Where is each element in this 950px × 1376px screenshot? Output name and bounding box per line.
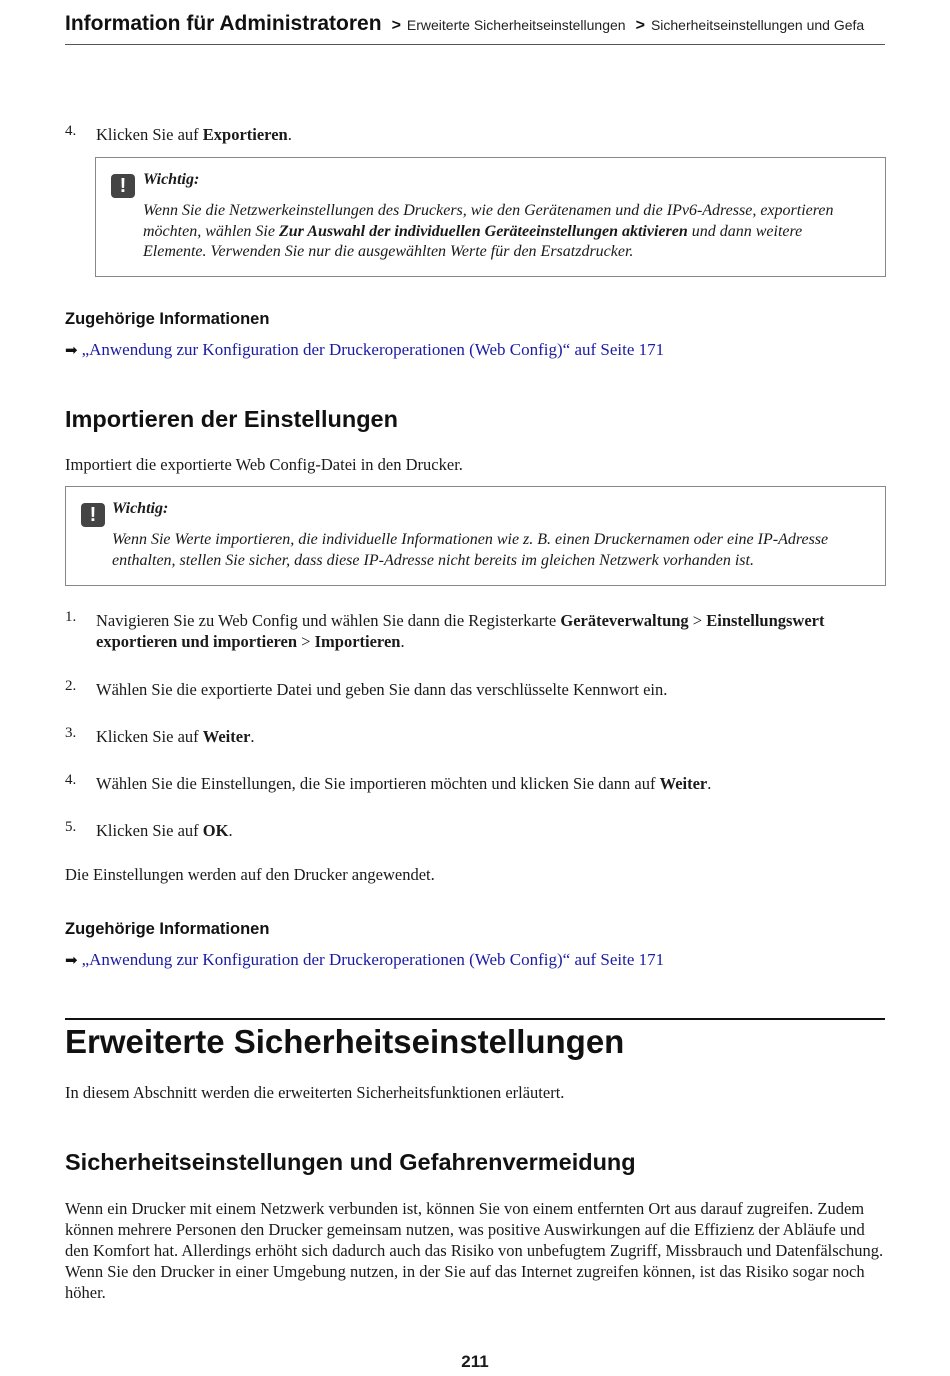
important-note bbox=[65, 486, 886, 586]
related-info-title: Zugehörige Informationen bbox=[65, 920, 270, 938]
step-number: 2. bbox=[65, 678, 77, 694]
step-text: Klicken Sie auf OK. bbox=[96, 821, 233, 840]
breadcrumb-separator: > bbox=[391, 17, 401, 34]
note-title: Wichtig: bbox=[112, 500, 169, 517]
step-number: 4. bbox=[65, 123, 77, 139]
step-text: Wählen Sie die Einstellungen, die Sie importieren möchten und klicken Sie dann auf Weiter. bbox=[96, 774, 712, 793]
step-number: 1. bbox=[65, 609, 77, 625]
breadcrumb-item-security-settings[interactable]: Sicherheitseinstellungen und Gefa bbox=[650, 17, 865, 33]
step-text: Navigieren Sie zu Web Config und wählen Sie dann die Registerkarte Geräteverwaltung > Einstellungswert exportieren und importieren > Importieren. bbox=[96, 611, 825, 651]
chapter-heading: Erweiterte Sicherheitseinstellungen bbox=[65, 1018, 885, 1061]
important-note bbox=[95, 157, 886, 277]
arrow-right-icon: ➡ bbox=[65, 951, 78, 969]
breadcrumb-separator: > bbox=[635, 17, 645, 34]
step-number: 4. bbox=[65, 772, 77, 788]
chapter-intro: In diesem Abschnitt werden die erweiterten Sicherheitsfunktionen erläutert. bbox=[65, 1083, 565, 1102]
breadcrumb bbox=[65, 12, 885, 45]
warning-icon: ! bbox=[111, 174, 135, 198]
note-text: Wenn Sie Werte importieren, die individuelle Informationen wie z. B. einen Druckernamen oder eine IP-Adresse enthalten, stellen Sie sicher, dass diese IP-Adresse nicht bereits im gleichen Netzwerk vorhanden ist. bbox=[112, 531, 829, 569]
breadcrumb-root[interactable]: Information für Administratoren bbox=[65, 12, 382, 35]
page-number: 211 bbox=[461, 1352, 489, 1371]
section-intro: Importiert die exportierte Web Config-Datei in den Drucker. bbox=[65, 455, 463, 474]
warning-icon: ! bbox=[81, 503, 105, 527]
note-title: Wichtig: bbox=[143, 171, 200, 188]
step-number: 5. bbox=[65, 819, 77, 835]
related-info-title: Zugehörige Informationen bbox=[65, 310, 270, 328]
step-text: Wählen Sie die exportierte Datei und geben Sie dann das verschlüsselte Kennwort ein. bbox=[96, 680, 668, 699]
section-heading: Importieren der Einstellungen bbox=[65, 406, 398, 432]
arrow-right-icon: ➡ bbox=[65, 341, 78, 359]
related-info-link[interactable]: ➡ „Anwendung zur Konfiguration der Druckeroperationen (Web Config)“ auf Seite 171 bbox=[65, 950, 665, 969]
note-text: Wenn Sie die Netzwerkeinstellungen des Druckers, wie den Gerätenamen und die IPv6-Adresse, exportieren möchten, wählen Sie Zur Auswahl der individuellen Geräteeinstellungen aktivieren und dann weitere Elemente. Verwenden Sie nur die ausgewählten Werte für den Ersatzdrucker. bbox=[143, 202, 834, 260]
related-info-link[interactable]: ➡ „Anwendung zur Konfiguration der Druckeroperationen (Web Config)“ auf Seite 171 bbox=[65, 340, 665, 359]
step-text: Klicken Sie auf Weiter. bbox=[96, 727, 255, 746]
step-number: 3. bbox=[65, 725, 77, 741]
import-result-text: Die Einstellungen werden auf den Drucker angewendet. bbox=[65, 865, 435, 884]
step-text: Klicken Sie auf Exportieren. bbox=[96, 125, 292, 144]
section-heading: Sicherheitseinstellungen und Gefahrenvermeidung bbox=[65, 1149, 636, 1175]
breadcrumb-item-advanced-security[interactable]: Erweiterte Sicherheitseinstellungen bbox=[406, 17, 626, 33]
section-paragraph: Wenn ein Drucker mit einem Netzwerk verbunden ist, können Sie von einem entfernten Ort aus darauf zugreifen. Zudem können mehrere Personen den Drucker gemeinsam nutzen, was positive Auswirkungen auf die Effizienz der Abläufe und den Komfort hat. Allerdings erhöht sich dadurch auch das Risiko von unbefugtem Zugriff, Missbrauch und Datenfälschung. Wenn Sie den Drucker in einer Umgebung nutzen, in der Sie auf das Internet zugreifen können, ist das Risiko sogar noch höher. bbox=[65, 1199, 884, 1302]
